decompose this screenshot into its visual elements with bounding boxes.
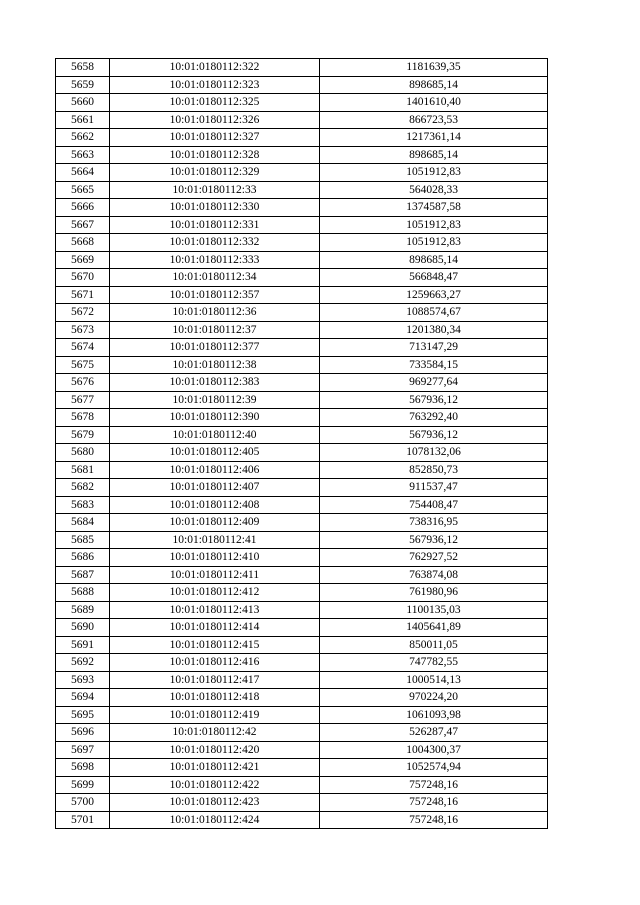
cadastral-number-cell: 10:01:0180112:328: [110, 146, 320, 164]
cadastral-number-cell: 10:01:0180112:40: [110, 426, 320, 444]
table-row: [56, 566, 548, 584]
value-cell: 911537,47: [320, 479, 548, 497]
value-cell: 1259663,27: [320, 286, 548, 304]
value-cell: 1004300,37: [320, 741, 548, 759]
table-row: [56, 741, 548, 759]
row-number-cell: 5665: [56, 181, 110, 199]
table-row: [56, 654, 548, 672]
row-number-cell: 5668: [56, 234, 110, 252]
table-row: [56, 59, 548, 77]
table-row: [56, 321, 548, 339]
data-table: [55, 58, 548, 829]
value-cell: 1051912,83: [320, 234, 548, 252]
table-row: [56, 356, 548, 374]
table-row: [56, 479, 548, 497]
cadastral-number-cell: 10:01:0180112:419: [110, 706, 320, 724]
row-number-cell: 5674: [56, 339, 110, 357]
value-cell: 713147,29: [320, 339, 548, 357]
value-cell: 761980,96: [320, 584, 548, 602]
row-number-cell: 5701: [56, 811, 110, 829]
row-number-cell: 5670: [56, 269, 110, 287]
row-number-cell: 5676: [56, 374, 110, 392]
row-number-cell: 5698: [56, 759, 110, 777]
table-row: [56, 776, 548, 794]
value-cell: 852850,73: [320, 461, 548, 479]
value-cell: 1000514,13: [320, 671, 548, 689]
table-row: [56, 811, 548, 829]
row-number-cell: 5685: [56, 531, 110, 549]
table-row: [56, 111, 548, 129]
value-cell: 567936,12: [320, 531, 548, 549]
cadastral-number-cell: 10:01:0180112:326: [110, 111, 320, 129]
row-number-cell: 5683: [56, 496, 110, 514]
value-cell: 1088574,67: [320, 304, 548, 322]
cadastral-number-cell: 10:01:0180112:331: [110, 216, 320, 234]
table-row: [56, 689, 548, 707]
row-number-cell: 5700: [56, 794, 110, 812]
cadastral-number-cell: 10:01:0180112:423: [110, 794, 320, 812]
row-number-cell: 5680: [56, 444, 110, 462]
cadastral-number-cell: 10:01:0180112:410: [110, 549, 320, 567]
table-row: [56, 94, 548, 112]
value-cell: 850011,05: [320, 636, 548, 654]
cadastral-number-cell: 10:01:0180112:413: [110, 601, 320, 619]
table-row: [56, 181, 548, 199]
cadastral-number-cell: 10:01:0180112:408: [110, 496, 320, 514]
cadastral-number-cell: 10:01:0180112:414: [110, 619, 320, 637]
row-number-cell: 5690: [56, 619, 110, 637]
cadastral-number-cell: 10:01:0180112:323: [110, 76, 320, 94]
table-row: [56, 531, 548, 549]
value-cell: 1100135,03: [320, 601, 548, 619]
cadastral-number-cell: 10:01:0180112:330: [110, 199, 320, 217]
cadastral-number-cell: 10:01:0180112:412: [110, 584, 320, 602]
row-number-cell: 5677: [56, 391, 110, 409]
cadastral-number-cell: 10:01:0180112:407: [110, 479, 320, 497]
value-cell: 763874,08: [320, 566, 548, 584]
table-row: [56, 216, 548, 234]
table-row: [56, 426, 548, 444]
cadastral-number-cell: 10:01:0180112:409: [110, 514, 320, 532]
table-row: [56, 391, 548, 409]
table-row: [56, 234, 548, 252]
value-cell: 762927,52: [320, 549, 548, 567]
table-row: [56, 706, 548, 724]
value-cell: 1405641,89: [320, 619, 548, 637]
row-number-cell: 5662: [56, 129, 110, 147]
row-number-cell: 5687: [56, 566, 110, 584]
table-row: [56, 374, 548, 392]
table-row: [56, 671, 548, 689]
row-number-cell: 5693: [56, 671, 110, 689]
cadastral-number-cell: 10:01:0180112:424: [110, 811, 320, 829]
cadastral-number-cell: 10:01:0180112:421: [110, 759, 320, 777]
table-row: [56, 549, 548, 567]
row-number-cell: 5660: [56, 94, 110, 112]
row-number-cell: 5697: [56, 741, 110, 759]
value-cell: 866723,53: [320, 111, 548, 129]
cadastral-number-cell: 10:01:0180112:405: [110, 444, 320, 462]
cadastral-number-cell: 10:01:0180112:41: [110, 531, 320, 549]
table-row: [56, 269, 548, 287]
table-row: [56, 304, 548, 322]
cadastral-number-cell: 10:01:0180112:411: [110, 566, 320, 584]
cadastral-number-cell: 10:01:0180112:34: [110, 269, 320, 287]
value-cell: 1374587,58: [320, 199, 548, 217]
row-number-cell: 5681: [56, 461, 110, 479]
table-row: [56, 794, 548, 812]
value-cell: 1078132,06: [320, 444, 548, 462]
value-cell: 747782,55: [320, 654, 548, 672]
value-cell: 567936,12: [320, 426, 548, 444]
value-cell: 898685,14: [320, 251, 548, 269]
table-row: [56, 601, 548, 619]
table-row: [56, 409, 548, 427]
value-cell: 757248,16: [320, 794, 548, 812]
cadastral-number-cell: 10:01:0180112:357: [110, 286, 320, 304]
row-number-cell: 5671: [56, 286, 110, 304]
row-number-cell: 5663: [56, 146, 110, 164]
table-row: [56, 146, 548, 164]
row-number-cell: 5659: [56, 76, 110, 94]
table-row: [56, 199, 548, 217]
table-row: [56, 251, 548, 269]
cadastral-number-cell: 10:01:0180112:418: [110, 689, 320, 707]
row-number-cell: 5695: [56, 706, 110, 724]
cadastral-number-cell: 10:01:0180112:420: [110, 741, 320, 759]
row-number-cell: 5691: [56, 636, 110, 654]
cadastral-number-cell: 10:01:0180112:39: [110, 391, 320, 409]
cadastral-number-cell: 10:01:0180112:33: [110, 181, 320, 199]
value-cell: 566848,47: [320, 269, 548, 287]
cadastral-number-cell: 10:01:0180112:390: [110, 409, 320, 427]
table-row: [56, 461, 548, 479]
row-number-cell: 5699: [56, 776, 110, 794]
table-row: [56, 164, 548, 182]
row-number-cell: 5678: [56, 409, 110, 427]
table-row: [56, 286, 548, 304]
row-number-cell: 5682: [56, 479, 110, 497]
cadastral-number-cell: 10:01:0180112:383: [110, 374, 320, 392]
value-cell: 754408,47: [320, 496, 548, 514]
cadastral-number-cell: 10:01:0180112:417: [110, 671, 320, 689]
row-number-cell: 5689: [56, 601, 110, 619]
cadastral-number-cell: 10:01:0180112:38: [110, 356, 320, 374]
row-number-cell: 5666: [56, 199, 110, 217]
value-cell: 564028,33: [320, 181, 548, 199]
value-cell: 1051912,83: [320, 164, 548, 182]
cadastral-number-cell: 10:01:0180112:415: [110, 636, 320, 654]
cadastral-number-cell: 10:01:0180112:329: [110, 164, 320, 182]
table-row: [56, 129, 548, 147]
cadastral-number-cell: 10:01:0180112:42: [110, 724, 320, 742]
value-cell: 757248,16: [320, 776, 548, 794]
value-cell: 763292,40: [320, 409, 548, 427]
cadastral-number-cell: 10:01:0180112:406: [110, 461, 320, 479]
cadastral-number-cell: 10:01:0180112:333: [110, 251, 320, 269]
row-number-cell: 5672: [56, 304, 110, 322]
value-cell: 1401610,40: [320, 94, 548, 112]
table-row: [56, 724, 548, 742]
value-cell: 1217361,14: [320, 129, 548, 147]
table-row: [56, 496, 548, 514]
cadastral-number-cell: 10:01:0180112:377: [110, 339, 320, 357]
value-cell: 970224,20: [320, 689, 548, 707]
value-cell: 526287,47: [320, 724, 548, 742]
table-row: [56, 759, 548, 777]
row-number-cell: 5688: [56, 584, 110, 602]
row-number-cell: 5696: [56, 724, 110, 742]
table-row: [56, 444, 548, 462]
cadastral-number-cell: 10:01:0180112:416: [110, 654, 320, 672]
table-row: [56, 76, 548, 94]
row-number-cell: 5669: [56, 251, 110, 269]
table-body: [56, 59, 548, 829]
row-number-cell: 5694: [56, 689, 110, 707]
cadastral-number-cell: 10:01:0180112:422: [110, 776, 320, 794]
value-cell: 757248,16: [320, 811, 548, 829]
row-number-cell: 5667: [56, 216, 110, 234]
cadastral-number-cell: 10:01:0180112:327: [110, 129, 320, 147]
value-cell: 1201380,34: [320, 321, 548, 339]
table-row: [56, 514, 548, 532]
value-cell: 898685,14: [320, 146, 548, 164]
row-number-cell: 5692: [56, 654, 110, 672]
value-cell: 1061093,98: [320, 706, 548, 724]
value-cell: 969277,64: [320, 374, 548, 392]
cadastral-number-cell: 10:01:0180112:332: [110, 234, 320, 252]
row-number-cell: 5661: [56, 111, 110, 129]
value-cell: 733584,15: [320, 356, 548, 374]
row-number-cell: 5686: [56, 549, 110, 567]
row-number-cell: 5679: [56, 426, 110, 444]
row-number-cell: 5664: [56, 164, 110, 182]
value-cell: 1181639,35: [320, 59, 548, 77]
table-row: [56, 636, 548, 654]
value-cell: 1052574,94: [320, 759, 548, 777]
row-number-cell: 5675: [56, 356, 110, 374]
table-row: [56, 619, 548, 637]
value-cell: 567936,12: [320, 391, 548, 409]
value-cell: 1051912,83: [320, 216, 548, 234]
value-cell: 738316,95: [320, 514, 548, 532]
cadastral-number-cell: 10:01:0180112:36: [110, 304, 320, 322]
row-number-cell: 5684: [56, 514, 110, 532]
cadastral-number-cell: 10:01:0180112:37: [110, 321, 320, 339]
table-row: [56, 339, 548, 357]
row-number-cell: 5658: [56, 59, 110, 77]
cadastral-number-cell: 10:01:0180112:322: [110, 59, 320, 77]
table-row: [56, 584, 548, 602]
value-cell: 898685,14: [320, 76, 548, 94]
row-number-cell: 5673: [56, 321, 110, 339]
cadastral-number-cell: 10:01:0180112:325: [110, 94, 320, 112]
